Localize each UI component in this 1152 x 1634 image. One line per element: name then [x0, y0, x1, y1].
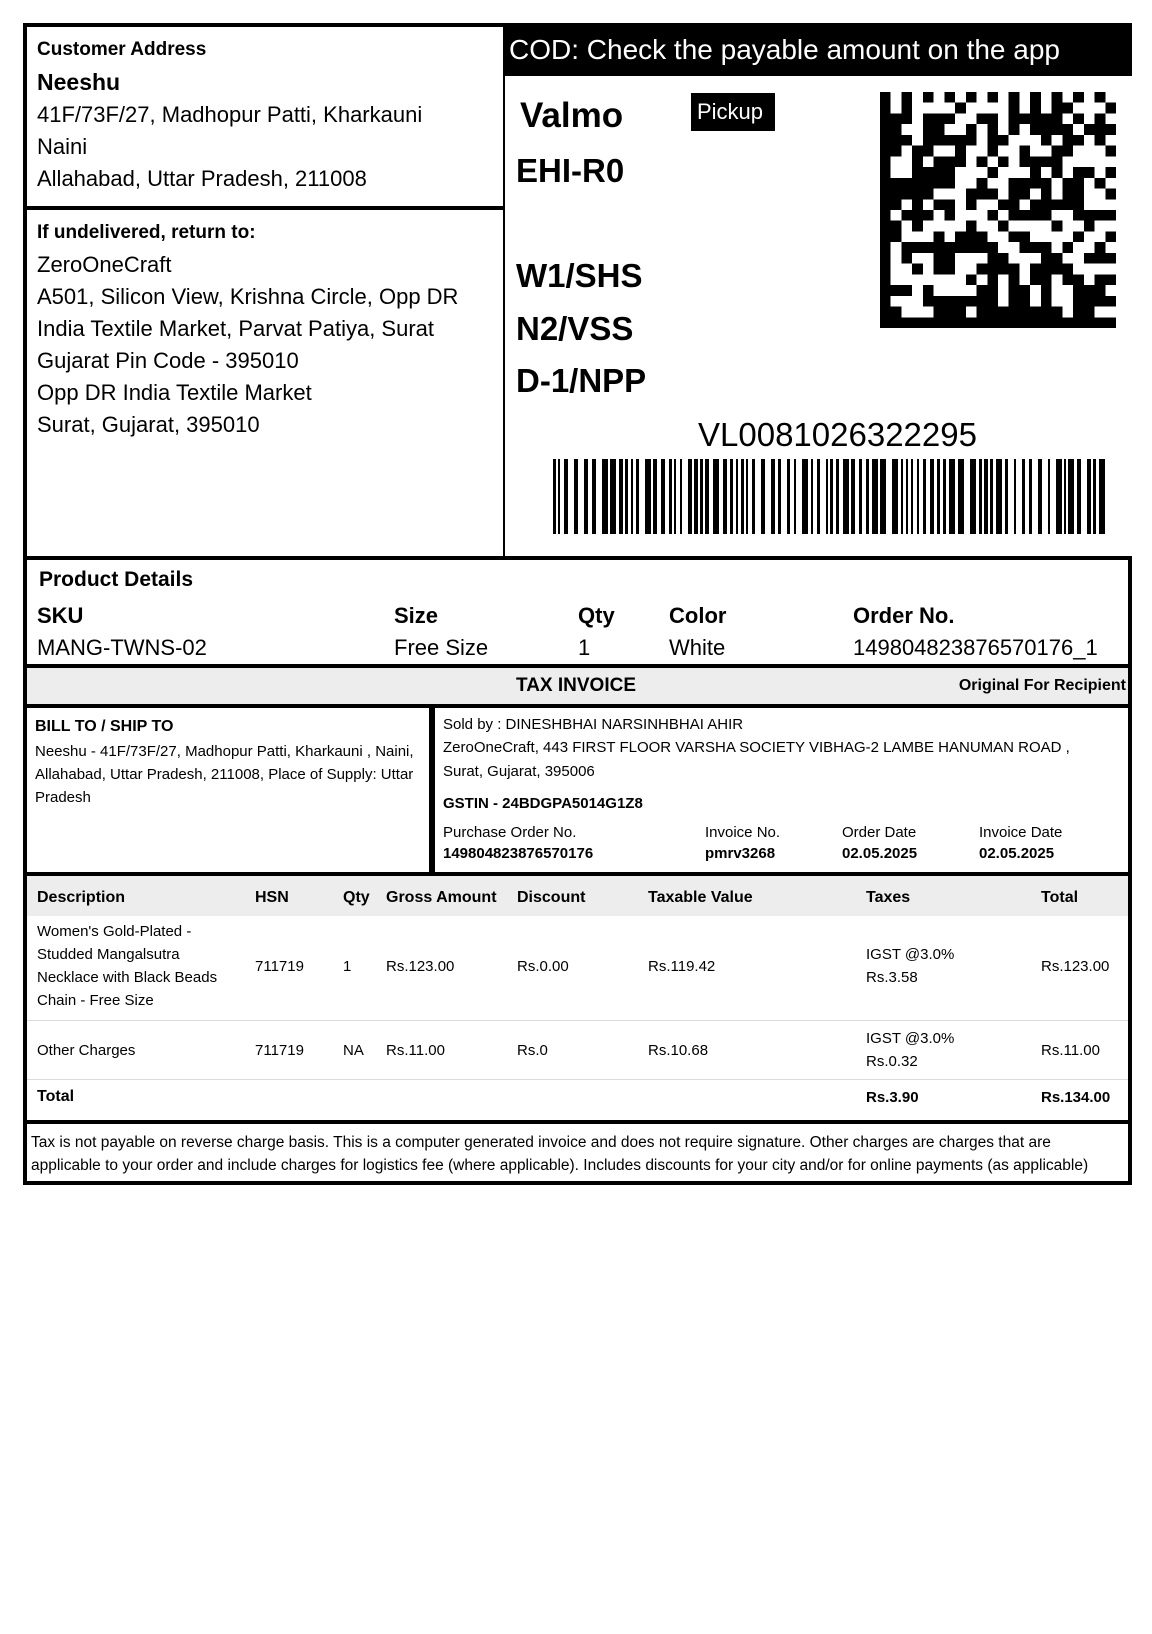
item-hsn: 711719 [255, 1042, 304, 1059]
items-col-header: HSN [255, 889, 289, 906]
datamatrix-code [880, 92, 1116, 328]
sort-code: N2/VSS [516, 310, 634, 347]
invoice-copy-label: Original For Recipient [958, 677, 1126, 694]
return-address-line: Opp DR India Textile Market [37, 380, 312, 405]
item-taxable: Rs.10.68 [648, 1042, 709, 1059]
tax-invoice-title: TAX INVOICE [516, 675, 636, 696]
courier-name: Valmo [520, 96, 624, 135]
footer-note-line: Tax is not payable on reverse charge basis. This is a computer generated invoice and does not require signature. Other charges are charges that are [31, 1134, 1051, 1151]
return-address-line: India Textile Market, Parvat Patiya, Surat [37, 316, 434, 341]
item-total: Rs.11.00 [1041, 1042, 1100, 1059]
product-size: Free Size [394, 635, 489, 660]
order-date-value: 02.05.2025 [842, 845, 918, 862]
item-description-line: Chain - Free Size [37, 992, 154, 1009]
seller-gstin: GSTIN - 24BDGPA5014G1Z8 [443, 795, 643, 812]
item-description-line: Studded Mangalsutra [37, 946, 180, 963]
items-col-header: Taxes [866, 889, 911, 906]
item-discount: Rs.0.00 [517, 958, 569, 975]
items-col-header: Taxable Value [648, 889, 753, 906]
pickup-badge-label: Pickup [697, 99, 764, 124]
return-address-line: A501, Silicon View, Krishna Circle, Opp DR [37, 284, 459, 309]
item-tax-amount: Rs.0.32 [866, 1053, 918, 1070]
return-address-line: Gujarat Pin Code - 395010 [37, 348, 299, 373]
total-label: Total [37, 1088, 75, 1105]
product-col-header: Qty [578, 603, 615, 628]
item-tax-rate: IGST @3.0% [866, 946, 955, 963]
product-qty: 1 [578, 635, 591, 660]
table-row [27, 1021, 1128, 1079]
items-col-header: Discount [517, 889, 586, 906]
invoice-date-value: 02.05.2025 [979, 845, 1055, 862]
product-sku: MANG-TWNS-02 [37, 635, 207, 660]
item-tax-amount: Rs.3.58 [866, 969, 918, 986]
item-gross: Rs.123.00 [386, 958, 455, 975]
total-amount: Rs.134.00 [1041, 1089, 1111, 1106]
invoice-no-label: Invoice No. [705, 824, 781, 841]
item-gross: Rs.11.00 [386, 1042, 445, 1059]
item-description-line: Women's Gold-Plated - [37, 923, 192, 940]
invoice-date-label: Invoice Date [979, 824, 1063, 841]
barcode [553, 459, 1111, 534]
item-qty: 1 [343, 958, 352, 975]
customer-address-heading: Customer Address [37, 39, 207, 60]
customer-address-line: 41F/73F/27, Madhopur Patti, Kharkauni [37, 102, 423, 127]
product-order-no: 149804823876570176_1 [853, 635, 1098, 660]
cod-banner-text: COD: Check the payable amount on the app [509, 34, 1061, 65]
product-col-header: Color [669, 603, 727, 628]
seller-address-line: Surat, Gujarat, 395006 [443, 763, 595, 780]
product-details-heading: Product Details [39, 568, 194, 591]
items-col-header: Description [37, 889, 126, 906]
sort-code: D-1/NPP [516, 362, 647, 399]
bill-to-line: Neeshu - 41F/73F/27, Madhopur Patti, Kharkauni , Naini, [35, 743, 414, 760]
purchase-order-value: 149804823876570176 [443, 845, 594, 862]
bill-to-line: Pradesh [35, 789, 91, 806]
item-qty: NA [343, 1042, 364, 1059]
seller-address-line: ZeroOneCraft, 443 FIRST FLOOR VARSHA SOCIETY VIBHAG-2 LAMBE HANUMAN ROAD , [443, 739, 1070, 756]
return-address-line: ZeroOneCraft [37, 252, 172, 277]
bill-to-heading: BILL TO / SHIP TO [35, 718, 174, 735]
sort-code: W1/SHS [516, 257, 643, 294]
product-col-header: SKU [37, 603, 84, 628]
awb-number: VL0081026322295 [698, 416, 977, 453]
return-address-line: Surat, Gujarat, 395010 [37, 412, 260, 437]
product-color: White [669, 635, 726, 660]
items-col-header: Qty [343, 889, 370, 906]
items-col-header: Gross Amount [386, 889, 497, 906]
sold-by: Sold by : DINESHBHAI NARSINHBHAI AHIR [443, 716, 744, 733]
customer-address-line: Naini [37, 134, 88, 159]
item-description-line: Other Charges [37, 1042, 136, 1059]
item-hsn: 711719 [255, 958, 304, 975]
product-col-header: Size [394, 603, 439, 628]
item-tax-rate: IGST @3.0% [866, 1030, 955, 1047]
bill-to-line: Allahabad, Uttar Pradesh, 211008, Place of Supply: Uttar [35, 766, 414, 783]
row-divider [27, 1079, 1128, 1080]
invoice-no-value: pmrv3268 [705, 845, 776, 862]
item-discount: Rs.0 [517, 1042, 548, 1059]
return-address-heading: If undelivered, return to: [37, 222, 256, 243]
order-date-label: Order Date [842, 824, 917, 841]
footer-note-line: applicable to your order and include charges for logistics fee (where applicable). Includes discounts for your city and/or for online payments (as applicable) [31, 1157, 1089, 1174]
items-col-header: Total [1041, 889, 1079, 906]
product-col-header: Order No. [853, 603, 955, 628]
item-taxable: Rs.119.42 [648, 958, 716, 975]
customer-address-line: Allahabad, Uttar Pradesh, 211008 [37, 166, 367, 191]
item-description-line: Necklace with Black Beads [37, 969, 218, 986]
route-code: EHI-R0 [516, 152, 625, 189]
purchase-order-label: Purchase Order No. [443, 824, 577, 841]
customer-name: Neeshu [37, 69, 121, 95]
total-taxes: Rs.3.90 [866, 1089, 919, 1106]
item-total: Rs.123.00 [1041, 958, 1110, 975]
